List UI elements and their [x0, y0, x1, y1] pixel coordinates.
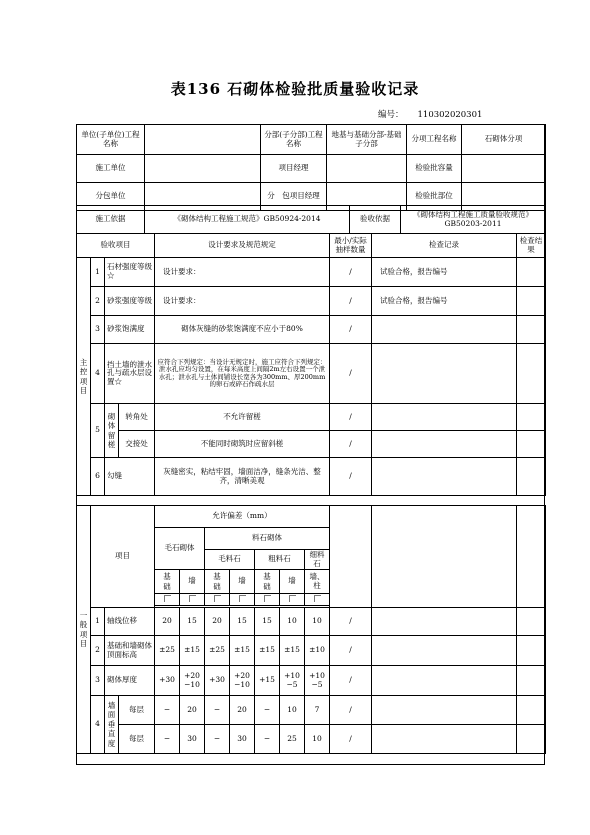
unit-value[interactable]: [145, 125, 261, 155]
main-row-result[interactable]: [517, 287, 546, 316]
main-row-result[interactable]: [517, 458, 546, 496]
main-row-sample: /: [330, 404, 372, 431]
code-label: 编号：: [378, 110, 404, 120]
coarse-rubble-label: 毛料石: [205, 550, 255, 570]
batch-loc-label: 检验批部位: [407, 183, 462, 211]
gen-val: 10: [305, 725, 330, 754]
main-row-req: 应符合下列规定：当设计无规定时，施工应符合下列规定：泄水孔应均匀设置，在每米高度上间隔2m左右设置一个泄水孔；泄水孔与土体间铺设长宽各为300mm、厚200mm的卵石或碎石作疏水层: [155, 344, 330, 404]
gen-row-no: 4: [91, 696, 105, 754]
tolerance-label: 允许偏差（mm）: [155, 506, 330, 528]
code-value: 110302020301: [417, 110, 483, 120]
gen-row-group: 墙 面 垂 直 度: [105, 696, 119, 754]
gen-val: +10 −5: [280, 666, 305, 696]
main-row-record: [372, 344, 517, 404]
checkbox-icon[interactable]: [155, 594, 180, 606]
main-row-name: 交接处: [119, 431, 155, 458]
gen-val: ±15: [255, 636, 280, 666]
gen-val: 20: [155, 608, 180, 636]
sub-header: 墙: [280, 570, 305, 594]
sub-label: 分部(子分部)工程名称: [261, 125, 327, 155]
main-row-record: [372, 316, 517, 344]
coarse-label: 粗料石: [255, 550, 305, 570]
gen-val: +15: [255, 666, 280, 696]
main-row-req: 设计要求：: [155, 258, 330, 287]
gen-val: 15: [255, 608, 280, 636]
gen-val: −: [155, 696, 180, 725]
gen-val: 20: [180, 696, 205, 725]
gen-val: ±25: [205, 636, 230, 666]
sub-header: 基 础: [205, 570, 230, 594]
main-row-name: 挡土墙的泄水孔与疏水层设置☆: [105, 344, 155, 404]
gen-row-record[interactable]: [372, 725, 517, 754]
gen-val: 10: [280, 608, 305, 636]
gen-row-no: 3: [91, 666, 105, 696]
sub-value: 地基与基础分部-基础子分部: [327, 125, 407, 155]
gen-row-record[interactable]: [372, 636, 517, 666]
gen-row-name: 轴线位移: [105, 608, 155, 636]
main-row-name: 转角处: [119, 404, 155, 431]
main-section-label: 主 控 项 目: [77, 258, 91, 496]
checkbox-icon[interactable]: [180, 594, 205, 606]
col-record: 检查记录: [372, 234, 517, 258]
main-row-no: 1: [91, 258, 105, 287]
gen-val: 10: [305, 608, 330, 636]
basis-value: 《砌体结构工程施工规范》GB50924-2014: [145, 206, 350, 234]
gen-val: ±15: [230, 636, 255, 666]
main-row-sample: /: [330, 458, 372, 496]
gen-row-result[interactable]: [517, 636, 546, 666]
contractor-value[interactable]: [145, 155, 261, 183]
gen-val: 30: [180, 725, 205, 754]
general-item-label: 项目: [91, 506, 155, 608]
gen-val: +20 −10: [230, 666, 255, 696]
main-row-name: 砂浆强度等级: [105, 287, 155, 316]
gen-val: −: [155, 725, 180, 754]
subcontractor-label: 分包单位: [77, 183, 145, 211]
rubble-label: 毛石砌体: [155, 528, 205, 570]
main-row-sample: /: [330, 316, 372, 344]
main-row-record: 试验合格，报告编号: [372, 287, 517, 316]
main-row-req: 设计要求：: [155, 287, 330, 316]
item-value: 石砌体分项: [462, 125, 546, 155]
dressed-label: 料石砌体: [205, 528, 330, 550]
form-title: 表136 石砌体检验批质量验收记录: [170, 80, 420, 98]
col-sample: 最小/实际抽样数量: [330, 234, 372, 258]
checkbox-icon[interactable]: [205, 594, 230, 606]
sub-header: 墙、柱: [305, 570, 330, 594]
gen-row-sample: /: [330, 666, 372, 696]
fine-label: 细料石: [305, 550, 330, 570]
main-row-req: 砌体灰缝的砂浆饱满度不应小于80%: [155, 316, 330, 344]
main-row-sample: /: [330, 287, 372, 316]
main-row-sample: /: [330, 258, 372, 287]
item-label: 分项工程名称: [407, 125, 462, 155]
checkbox-icon[interactable]: [230, 594, 255, 606]
general-table: [76, 505, 546, 754]
sub-header: 墙: [180, 570, 205, 594]
gen-val: +30: [155, 666, 180, 696]
gen-val: 25: [280, 725, 305, 754]
checkbox-icon[interactable]: [305, 594, 330, 606]
gen-row-name: 每层: [119, 725, 155, 754]
main-row-result[interactable]: [517, 404, 546, 431]
gen-val: 20: [230, 696, 255, 725]
blank-cell: [372, 506, 517, 608]
main-row-no: 3: [91, 316, 105, 344]
accept-label: 验收依据: [350, 206, 401, 234]
main-row-result[interactable]: [517, 344, 546, 404]
general-section-label: 一 般 项 目: [77, 506, 91, 754]
gen-val: ±25: [155, 636, 180, 666]
gen-row-sample: /: [330, 636, 372, 666]
basis-label: 施工依据: [77, 206, 145, 234]
gen-val: ±15: [280, 636, 305, 666]
gen-row-result[interactable]: [517, 666, 546, 696]
sub-header: 基 础: [155, 570, 180, 594]
unit-label: 单位(子单位)工程名称: [77, 125, 145, 155]
main-row-sample: /: [330, 431, 372, 458]
main-row-result[interactable]: [517, 431, 546, 458]
gen-val: −: [255, 696, 280, 725]
main-row-name: 勾缝: [105, 458, 155, 496]
batch-cap-value[interactable]: [462, 155, 546, 183]
basis-table: [76, 205, 546, 234]
main-row-req: 不能同时砌筑时应留斜槎: [155, 431, 330, 458]
gen-val: 20: [205, 608, 230, 636]
batch-cap-label: 检验批容量: [407, 155, 462, 183]
main-row-no: 5: [91, 404, 105, 458]
gen-val: −: [205, 725, 230, 754]
gen-val: −: [255, 725, 280, 754]
header-table: [76, 124, 546, 211]
main-row-result[interactable]: [517, 258, 546, 287]
gen-row-record[interactable]: [372, 608, 517, 636]
checkbox-icon[interactable]: [255, 594, 280, 606]
main-row-sample: /: [330, 344, 372, 404]
gen-val: 15: [230, 608, 255, 636]
gen-val: 10: [280, 696, 305, 725]
form-code: [378, 108, 482, 120]
gen-row-sample: /: [330, 725, 372, 754]
gen-val: 7: [305, 696, 330, 725]
main-row-no: 4: [91, 344, 105, 404]
gen-val: 30: [230, 725, 255, 754]
main-row-record: 试验合格，报告编号: [372, 258, 517, 287]
main-row-result[interactable]: [517, 316, 546, 344]
col-design: 设计要求及规范规定: [155, 234, 330, 258]
pm-value[interactable]: [327, 155, 407, 183]
contractor-label: 施工单位: [77, 155, 145, 183]
main-row-group: 砌 体 留 槎: [105, 404, 119, 458]
gen-row-name: 基础和墙砌体顶面标高: [105, 636, 155, 666]
main-row-no: 2: [91, 287, 105, 316]
main-row-record[interactable]: [372, 431, 517, 458]
main-row-req: 灰缝密实，粘结牢固，墙面洁净，缝条光洁、整齐，清晰美观: [155, 458, 330, 496]
blank-cell: [517, 506, 546, 608]
pm-label: 项目经理: [261, 155, 327, 183]
sub-pm-label: 分 包项目经理: [261, 183, 327, 211]
gen-val: 15: [180, 608, 205, 636]
gen-row-result[interactable]: [517, 725, 546, 754]
gen-val: −: [205, 696, 230, 725]
blank-cell: [330, 506, 372, 608]
gen-row-record[interactable]: [372, 696, 517, 725]
gen-val: +10 −5: [305, 666, 330, 696]
col-result: 检查结果: [517, 234, 546, 258]
main-row-name: 石材强度等级☆: [105, 258, 155, 287]
col-item: 验收项目: [77, 234, 155, 258]
main-row-record[interactable]: [372, 458, 517, 496]
main-table: [76, 233, 546, 496]
gen-val: ±10: [305, 636, 330, 666]
main-row-no: 6: [91, 458, 105, 496]
sub-header: 墙: [230, 570, 255, 594]
accept-value: 《砌体结构工程施工质量验收规范》GB50203-2011: [401, 206, 546, 234]
gen-val: ±15: [180, 636, 205, 666]
gen-row-result[interactable]: [517, 696, 546, 725]
gen-row-result[interactable]: [517, 608, 546, 636]
gen-val: +30: [205, 666, 230, 696]
gen-row-no: 2: [91, 636, 105, 666]
checkbox-icon[interactable]: [280, 594, 305, 606]
gen-row-record[interactable]: [372, 666, 517, 696]
gen-row-name: 每层: [119, 696, 155, 725]
main-row-name: 砂浆饱满度: [105, 316, 155, 344]
main-row-record[interactable]: [372, 404, 517, 431]
gen-row-sample: /: [330, 608, 372, 636]
gen-row-no: 1: [91, 608, 105, 636]
gen-row-name: 砌体厚度: [105, 666, 155, 696]
gen-val: +20 −10: [180, 666, 205, 696]
gen-row-sample: /: [330, 696, 372, 725]
main-row-req: 不允许留槎: [155, 404, 330, 431]
sub-header: 基 础: [255, 570, 280, 594]
